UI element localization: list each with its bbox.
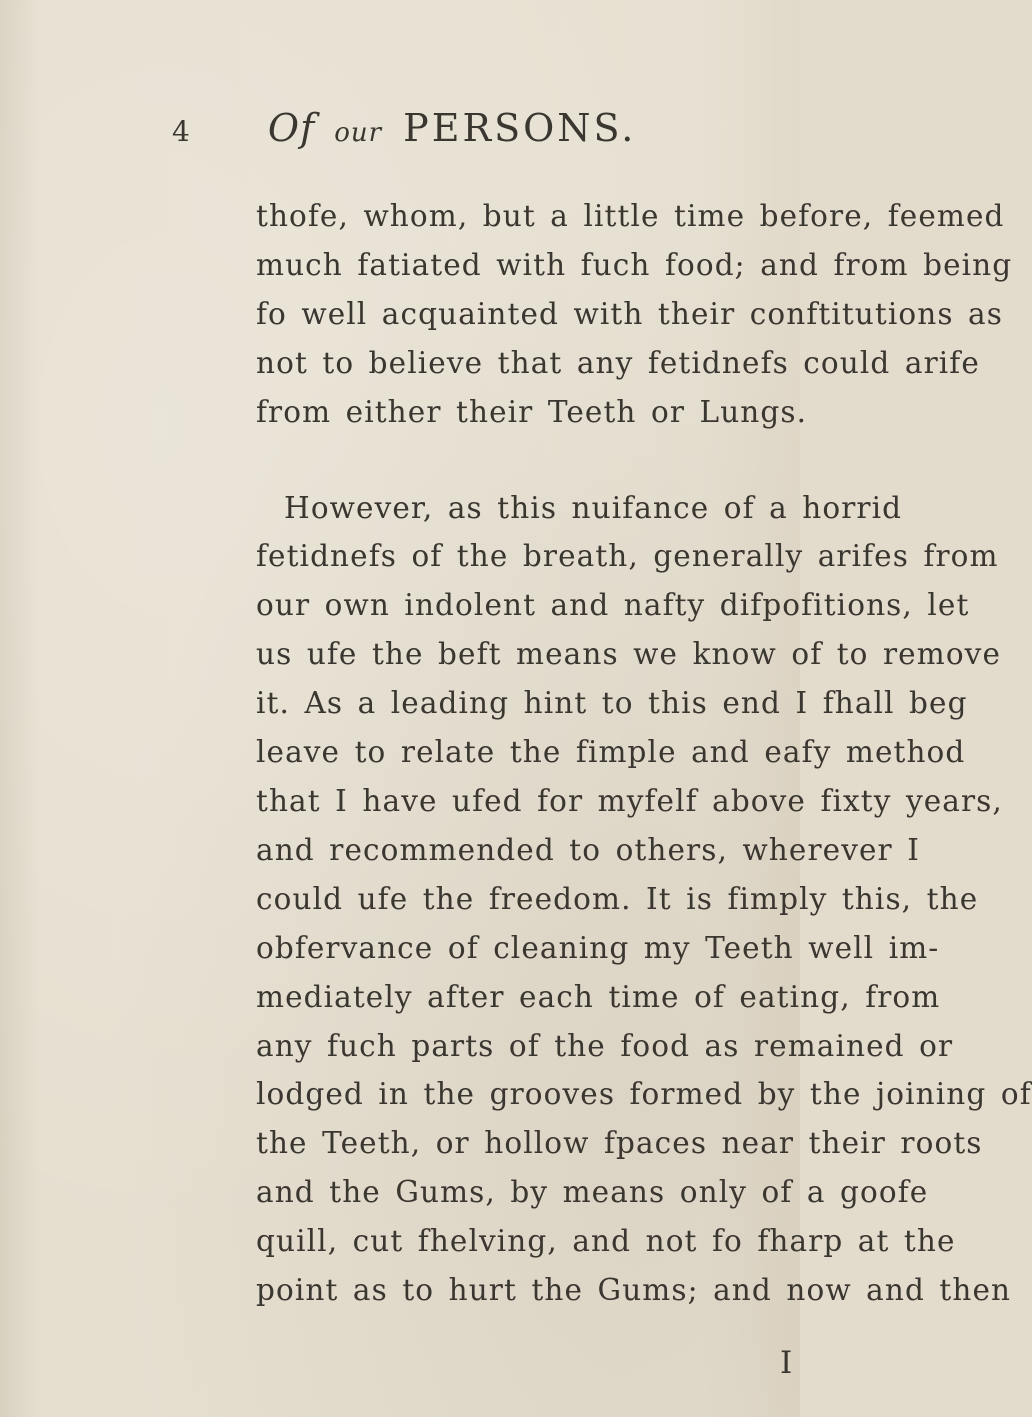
text-line: any fuch parts of the food as remained or (256, 1028, 954, 1063)
header-title-persons: PERSONS. (403, 106, 637, 150)
text-line: it. As a leading hint to this end I fhall beg (256, 686, 968, 721)
body-text (256, 192, 1032, 1315)
text-line: point as to hurt the Gums; and now and then (256, 1273, 1012, 1308)
running-header (172, 106, 636, 150)
text-line: the Teeth, or hollow fpaces near their roots (256, 1126, 983, 1161)
text-line: that I have ufed for myfelf above fixty years, (256, 783, 1003, 818)
header-title-of: Of (267, 106, 316, 150)
header-title-our: our (334, 118, 383, 148)
text-line: and the Gums, by means only of a goofe (256, 1175, 929, 1210)
text-line: thofe, whom, but a little time before, feemed (256, 199, 1005, 233)
paragraph-gap (256, 437, 816, 484)
text-line: not to believe that any fetidnefs could arife (256, 345, 980, 380)
text-line: could ufe the freedom. It is fimply this, the (256, 881, 979, 916)
text-line: fo well acquainted with their conftitutions as (256, 296, 1003, 331)
text-line: much fatiated with fuch food; and from being (256, 247, 1013, 282)
text-line: leave to relate the fimple and eafy method (256, 735, 966, 770)
text-line: from either their Teeth or Lungs. (256, 394, 808, 429)
catchword: I (780, 1345, 793, 1381)
text-line: However, as this nuifance of a horrid (284, 490, 903, 525)
text-line: quill, cut fhelving, and not fo fharp at the (256, 1224, 956, 1259)
text-line: mediately after each time of eating, from (256, 979, 941, 1014)
page-number: 4 (172, 115, 191, 148)
text-line: obfervance of cleaning my Teeth well im- (256, 930, 940, 965)
text-line: and recommended to others, wherever I (256, 832, 920, 867)
text-line: us ufe the beft means we know of to remove (256, 637, 1001, 672)
text-line: our own indolent and nafty difpofitions, let (256, 588, 970, 623)
text-line: lodged in the grooves formed by the joining of (256, 1077, 1032, 1112)
text-line: fetidnefs of the breath, generally arifes from (256, 539, 999, 574)
